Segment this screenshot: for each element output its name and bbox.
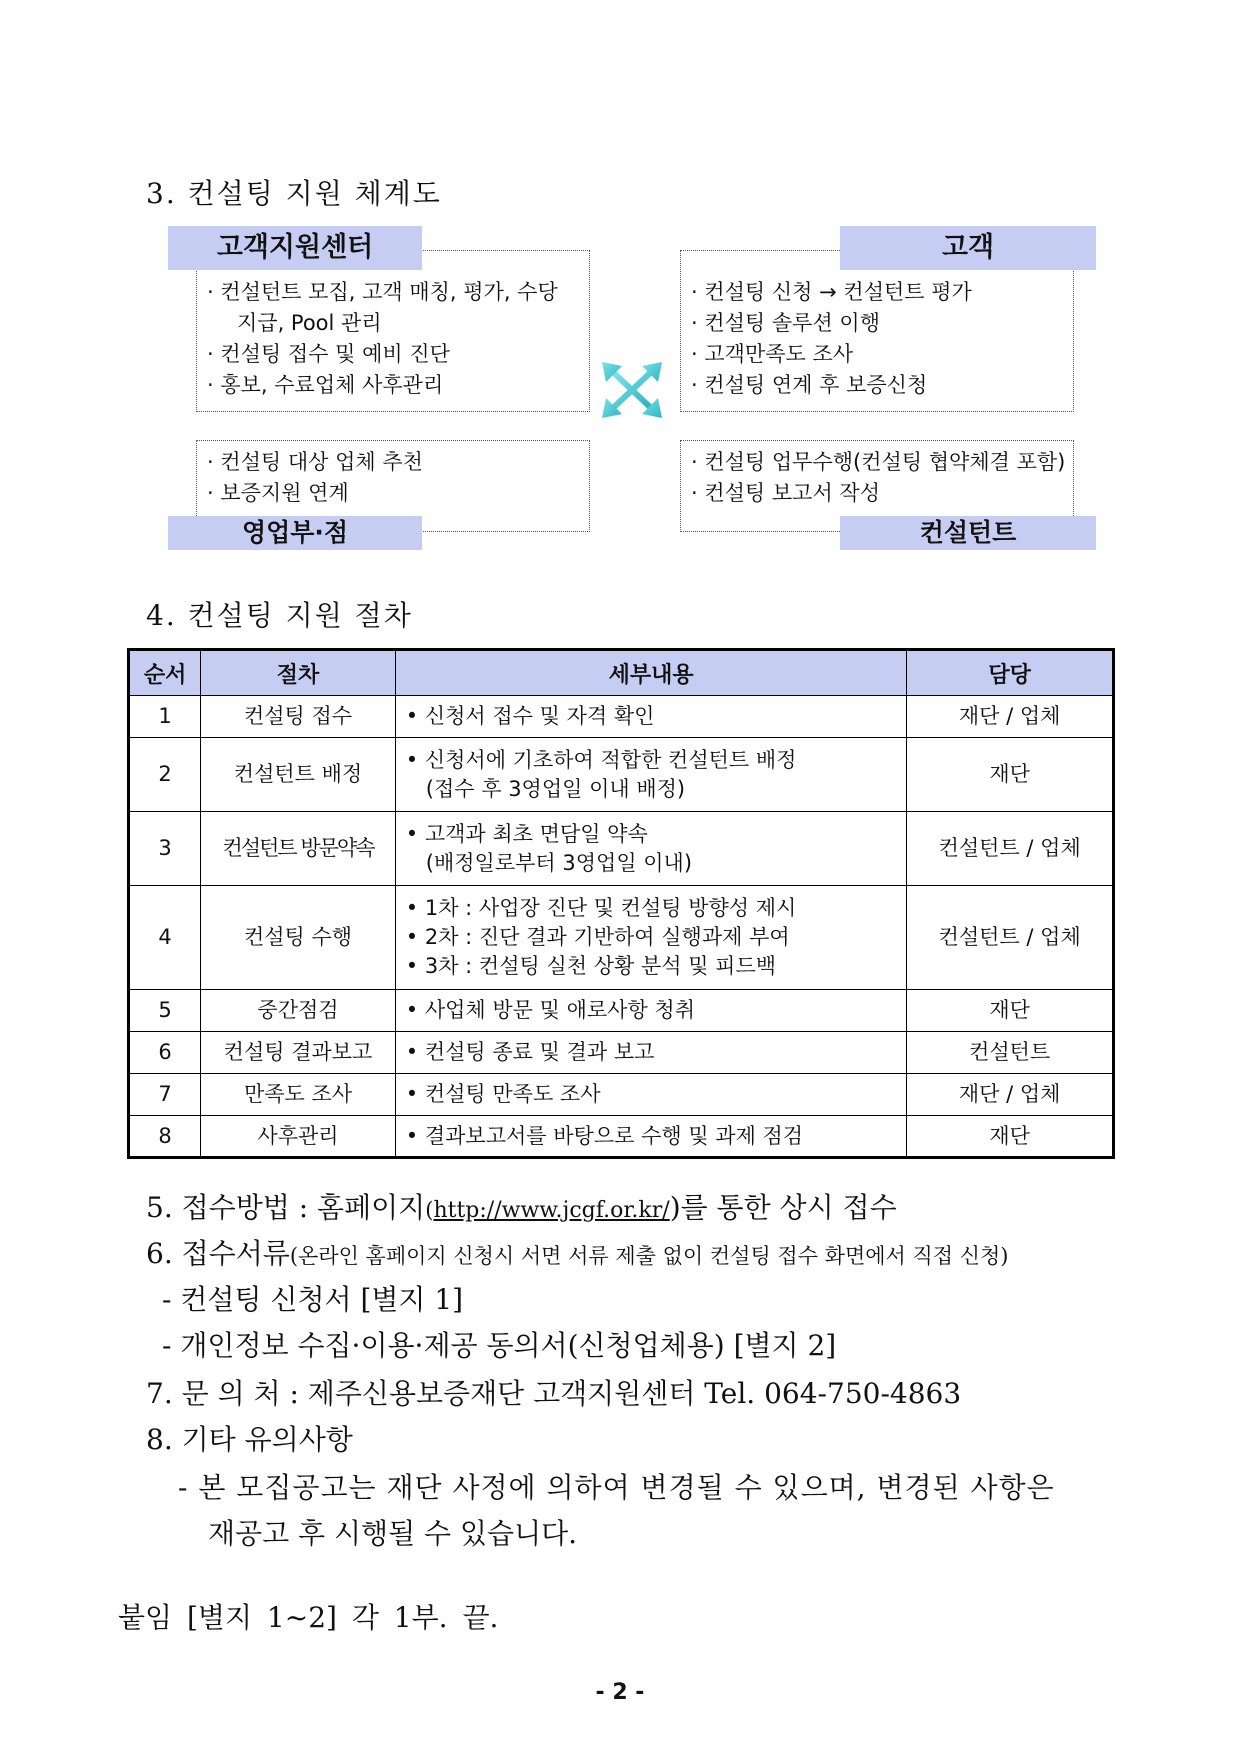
- section8-title: 8. 기타 유의사항: [146, 1423, 353, 1456]
- detail-line: (접수 후 3영업일 이내 배정): [425, 776, 686, 801]
- section6-title: 6. 접수서류: [146, 1237, 290, 1270]
- center-line-4: · 홍보, 수료업체 사후관리: [207, 373, 444, 397]
- row-no: 1: [129, 696, 201, 738]
- row-no: 5: [129, 990, 201, 1032]
- detail-line: • 컨설팅 만족도 조사: [406, 1080, 901, 1109]
- row-no: 4: [129, 886, 201, 990]
- table-row: [129, 696, 1114, 738]
- row-details: [395, 886, 907, 990]
- detail-line: • 고객과 최초 면담일 약속: [406, 820, 901, 849]
- row-no: 6: [129, 1032, 201, 1074]
- row-step: 컨설팅 접수: [201, 696, 396, 738]
- section6-item-2: - 개인정보 수집·이용·제공 동의서(신청업체용) [별지 2]: [162, 1329, 837, 1362]
- row-step: 중간점검: [201, 990, 396, 1032]
- procedure-table: [127, 648, 1115, 1159]
- table-row: [129, 812, 1114, 886]
- table-row: [129, 738, 1114, 812]
- row-details: [395, 812, 907, 886]
- center-line-2: 지급, Pool 관리: [237, 311, 382, 335]
- customer-line-1: · 컨설팅 신청 → 컨설턴트 평가: [691, 280, 972, 304]
- row-step: 컨설턴트 방문약속: [201, 812, 396, 886]
- support-diagram: [0, 0, 1240, 560]
- row-details: [395, 1074, 907, 1116]
- header-no: 순서: [129, 650, 201, 696]
- row-step: 컨설팅 수행: [201, 886, 396, 990]
- row-details: [395, 696, 907, 738]
- consultant-line-2: · 컨설팅 보고서 작성: [691, 481, 880, 505]
- attachment-line: 붙임 [별지 1~2] 각 1부. 끝.: [118, 1601, 499, 1634]
- detail-line: • 결과보고서를 바탕으로 수행 및 과제 점검: [406, 1122, 901, 1151]
- center-line-1: · 컨설턴트 모집, 고객 매칭, 평가, 수당: [207, 280, 558, 304]
- center-box: [196, 250, 590, 412]
- row-no: 8: [129, 1116, 201, 1158]
- cross-arrows-icon: [600, 360, 664, 420]
- row-owner: 재단: [907, 738, 1114, 812]
- section6-item-1: - 컨설팅 신청서 [별지 1]: [162, 1283, 464, 1316]
- branch-line-1: · 컨설팅 대상 업체 추천: [207, 450, 423, 474]
- customer-line-2: · 컨설팅 솔루션 이행: [691, 311, 880, 335]
- table-header-row: [129, 650, 1114, 696]
- row-no: 3: [129, 812, 201, 886]
- row-owner: 재단 / 업체: [907, 1074, 1114, 1116]
- row-owner: 컨설턴트 / 업체: [907, 886, 1114, 990]
- row-owner: 재단: [907, 1116, 1114, 1158]
- row-owner: 컨설턴트 / 업체: [907, 812, 1114, 886]
- branch-label: 영업부·점: [168, 516, 422, 550]
- header-owner: 담당: [907, 650, 1114, 696]
- row-details: [395, 738, 907, 812]
- table-row: [129, 1116, 1114, 1158]
- page-number: - 2 -: [595, 1680, 645, 1705]
- section5-suffix: )를 통한 상시 접수: [669, 1191, 897, 1224]
- customer-line-3: · 고객만족도 조사: [691, 342, 854, 366]
- section8-line-1: - 본 모집공고는 재단 사정에 의하여 변경될 수 있으며, 변경된 사항은: [178, 1471, 1055, 1504]
- detail-line: • 신청서 접수 및 자격 확인: [406, 702, 901, 731]
- customer-line-4: · 컨설팅 연계 후 보증신청: [691, 373, 928, 397]
- consultant-line-1: · 컨설팅 업무수행(컨설팅 협약체결 포함): [691, 450, 1066, 474]
- homepage-link[interactable]: http://www.jcgf.or.kr/: [433, 1198, 670, 1223]
- header-step: 절차: [201, 650, 396, 696]
- row-owner: 재단 / 업체: [907, 696, 1114, 738]
- section8-line-2: 재공고 후 시행될 수 있습니다.: [208, 1517, 578, 1550]
- header-details: 세부내용: [395, 650, 907, 696]
- section7-line: 7. 문 의 처 : 제주신용보증재단 고객지원센터 Tel. 064-750-4863: [146, 1377, 962, 1410]
- consultant-label: 컨설턴트: [840, 516, 1096, 550]
- row-details: [395, 990, 907, 1032]
- section5-link-open: (: [425, 1198, 434, 1222]
- section5-line: [146, 1186, 897, 1226]
- row-owner: 컨설턴트: [907, 1032, 1114, 1074]
- detail-line: • 신청서에 기초하여 적합한 컨설턴트 배정: [406, 746, 901, 775]
- row-no: 2: [129, 738, 201, 812]
- section5-prefix: 5. 접수방법 : 홈페이지: [146, 1191, 426, 1224]
- table-row: [129, 1032, 1114, 1074]
- center-label: 고객지원센터: [168, 226, 422, 270]
- center-line-3: · 컨설팅 접수 및 예비 진단: [207, 342, 450, 366]
- detail-line: • 컨설팅 종료 및 결과 보고: [406, 1038, 901, 1067]
- row-step: 사후관리: [201, 1116, 396, 1158]
- detail-line: (배정일로부터 3영업일 이내): [425, 850, 693, 875]
- detail-line: • 1차 : 사업장 진단 및 컨설팅 방향성 제시: [406, 894, 901, 923]
- branch-line-2: · 보증지원 연계: [207, 481, 349, 505]
- row-step: 컨설팅 결과보고: [201, 1032, 396, 1074]
- section4-title: 4. 컨설팅 지원 절차: [146, 599, 413, 632]
- detail-line: • 2차 : 진단 결과 기반하여 실행과제 부여: [406, 923, 901, 952]
- row-no: 7: [129, 1074, 201, 1116]
- table-row: [129, 990, 1114, 1032]
- detail-line: • 사업체 방문 및 애로사항 청취: [406, 996, 901, 1025]
- section6-note: (온라인 홈페이지 신청시 서면 서류 제출 없이 컨설팅 접수 화면에서 직접 신청): [289, 1244, 1009, 1268]
- row-details: [395, 1032, 907, 1074]
- table-row: [129, 886, 1114, 990]
- row-step: 만족도 조사: [201, 1074, 396, 1116]
- table-row: [129, 1074, 1114, 1116]
- row-details: [395, 1116, 907, 1158]
- section6-line: [146, 1232, 1009, 1272]
- customer-label: 고객: [840, 226, 1096, 270]
- row-owner: 재단: [907, 990, 1114, 1032]
- detail-line: • 3차 : 컨설팅 실천 상황 분석 및 피드백: [406, 952, 901, 981]
- customer-box: [680, 250, 1074, 412]
- row-step: 컨설턴트 배정: [201, 738, 396, 812]
- section3-title: 3. 컨설팅 지원 체계도: [146, 177, 442, 210]
